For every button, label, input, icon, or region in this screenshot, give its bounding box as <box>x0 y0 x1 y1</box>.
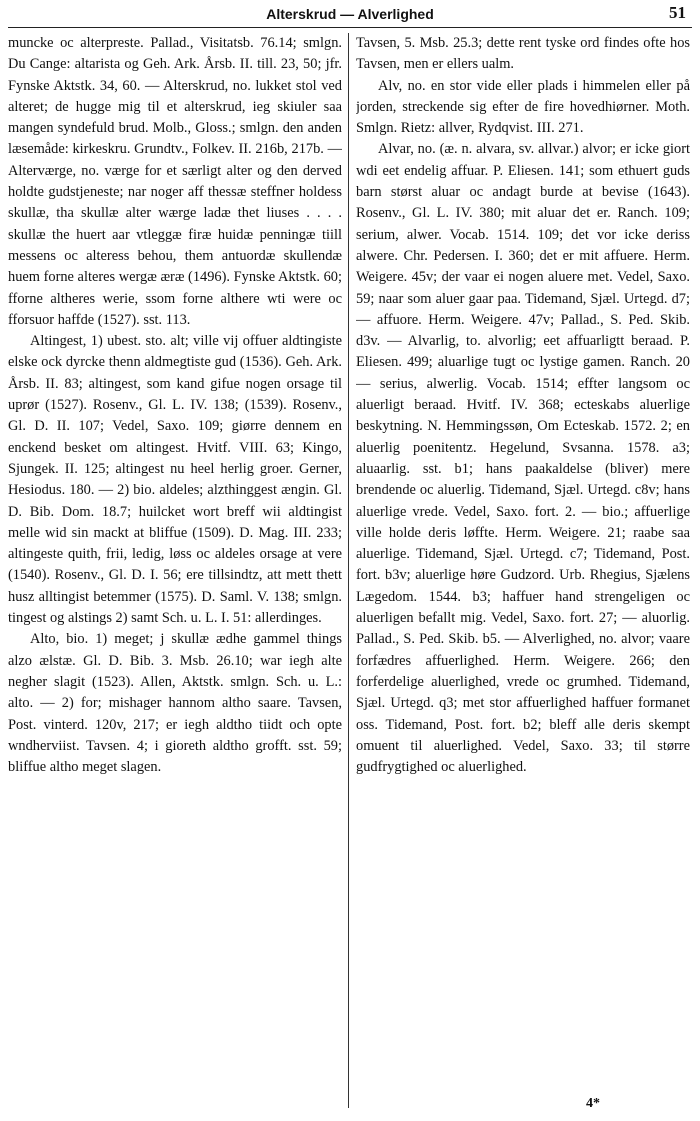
left-paragraph-1: muncke oc alterpreste. Pallad., Visitatsb. 76.14; smlgn. Du Cange: altarista og Geh. Ark. Årsb. II. till. 23, 50; jfr. Fynske Aktstk. 34, 60. — Alterskrud, no. lukket stol ved alteret; de hugge mig til et alterskrud, ieg skiuler saa mangen syndefuld brud. Molb., Gloss.; smlgn. den anden læsemåde: kirkeskru. Grundtv., Folkev. II. 216b, 217b. — Alterværge, no. værge for et særligt alter og den derved holdte gudstjeneste; nar noger aff thessæ steffner holdess skullæ, tha skullæ alter wærge ladæ thet liuses . . . . skullæ the huert aar vtleggæ firæ huidæ penningæ tiill messens oc alteress behou, them antuordæ skullendæ huem forne alteres wergæ æræ (1496). Fynske Aktstk. 60; fforne altheres werie, ssom forne althere wti were oc fforsuor haffde (1527). sst. 113. <box>8 35 342 328</box>
entry-altingest: Altingest, 1) ubest. sto. alt; ville vij offuer aldtingiste elske ock dyrcke thenn aldmegtiste gud (1536). Geh. Ark. Årsb. II. 83; altingest, som kand gifue nogen orsage til uprør (1527). Rosenv., Gl. L. IV. 138; (1539). Rosenv., Gl. D. II. 107; Vedel, Saxo. 109; giørre dennem en enckend besket om altingest. Hvitf. VIII. 63; Kingo, Sjungek. II. 125; altingest nu heel herlig groer. Gerner, Hesiodus. 180. — 2) bio. aldeles; alzthinggest ængin. Gl. D. Bib. Dom. 18.7; huilcket wort breff wii aldtingist melle wid sin mackt at bliffue (1509). D. Mag. III. 233; altingeste quith, frii, ledig, løss oc aldeles orsage at vere (1540). Rosenv., Gl. D. I. 56; ere tillsindtz, att mett thett husz alltingist betemmer (1575). D. Saml. V. 138; smlgn. tingest og alstings 2) samt Sch. u. L. I. 51: allerdinges. <box>8 333 342 627</box>
page-number: 51 <box>669 3 686 22</box>
right-column <box>356 33 690 1108</box>
page-header <box>0 0 700 28</box>
left-column <box>8 33 342 1108</box>
right-paragraph-1: Tavsen, 5. Msb. 25.3; dette rent tyske ord findes ofte hos Tavsen, men er ellers ualm. <box>356 35 690 73</box>
entry-alvar: Alvar, no. (æ. n. alvara, sv. allvar.) alvor; er icke giort wdi eet endelig affuar. P. Eliesen. 141; som ethuert guds barn størst aluar oc andagt burde at bevise (1643). Rosenv., Gl. L. IV. 380; mit aluar det er. Ranch. 109; serium, alwer. Vocab. 1514. 109; det vor icke deriss alwere. Chr. Pedersen. I. 360; det er mit affuere. Herm. Weigere. 45v; der vaar ei nogen aluere met. Vedel, Saxo. 59; naar som aluer gaar paa. Tidemand, Sjæl. Urtegd. d7; — affuore. Herm. Weigere. 47v; Pallad., S. Ped. Skib. d3v. — Alvarlig, to. alvorlig; eet affuarligtt beraad. P. Eliesen. 499; aluarlige tugt oc lystige gamen. Ranch. 20 — serius, alwerlig. Vocab. 1514; effter langsom oc aluerligt beraad. Hvitf. IV. 368; ecteskabs aluerlige beskytning. N. Hemmingssøn, Om Ecteskab. 1572. 2; en aluerlig poenitentz. Hegelund, Svsanna. 1578. a3; aluaarlig. sst. b1; hans paakaldelse (bliver) mere brendende oc aluerlig. Tidemand, Sjæl. Urtegd. c8v; hans aluerlige vrede. Vedel, Saxo. fort. 2. — bio.; affuerlige ville holde deris løffte. Herm. Weigere. 21; raabe saa aluerlige. Tidemand, Sjæl. Urtegd. c7; Tidemand, Post. fort. b3v; aluerlige høre Gudzord. Urb. Rhegius, Sjælens Lægedom. 1544. b3; haffuer hand strengeligen oc aluerligen befallt mig. Vedel, Saxo. fort. 27; — aluorlig. Pallad., S. Ped. Skib. b5. — Alverlighed, no. alvor; vaare forfædres affuerlighed. Herm. Weigere. 266; den forferdelige aluerlighed, vrede oc grumhed. Tidemand, Sjæl. Urtegd. q3; met stor affuerlighed haffuer formanet oss. Tidemand, Post. fort. b2; bleff alle deris skempt omuent til aluerlighed. Vedel, Saxo. 33; til større gudfrygtighed oc aluerlighed. <box>356 141 690 776</box>
entry-alv: Alv, no. en stor vide eller plads i himmelen eller på jorden, streckende sig efter de fire hovedhiørner. Moth. Smlgn. Rietz: allver, Rydqvist. III. 271. <box>356 77 690 137</box>
running-title: Alterskrud — Alverlighed <box>266 6 434 22</box>
entry-alto: Alto, bio. 1) meget; j skullæ ædhe gammel things alzo ælstæ. Gl. D. Bib. 3. Msb. 26.10; war iegh alte negher slagit (1523). Allen, Aktstk. smlgn. Sch. u. L.: alto. — 2) for; mishager hannom altho saare. Tavsen, Post. vinterd. 120v, 217; er iegh aldtho tiidt och opte wndherviist. Tavsen. 4; i gioreth aldtho grofft. sst. 59; bliffue altho meget slagen. <box>8 631 342 776</box>
header-rule <box>8 27 692 28</box>
signature-mark: 4* <box>586 1096 600 1111</box>
column-divider <box>348 33 349 1108</box>
